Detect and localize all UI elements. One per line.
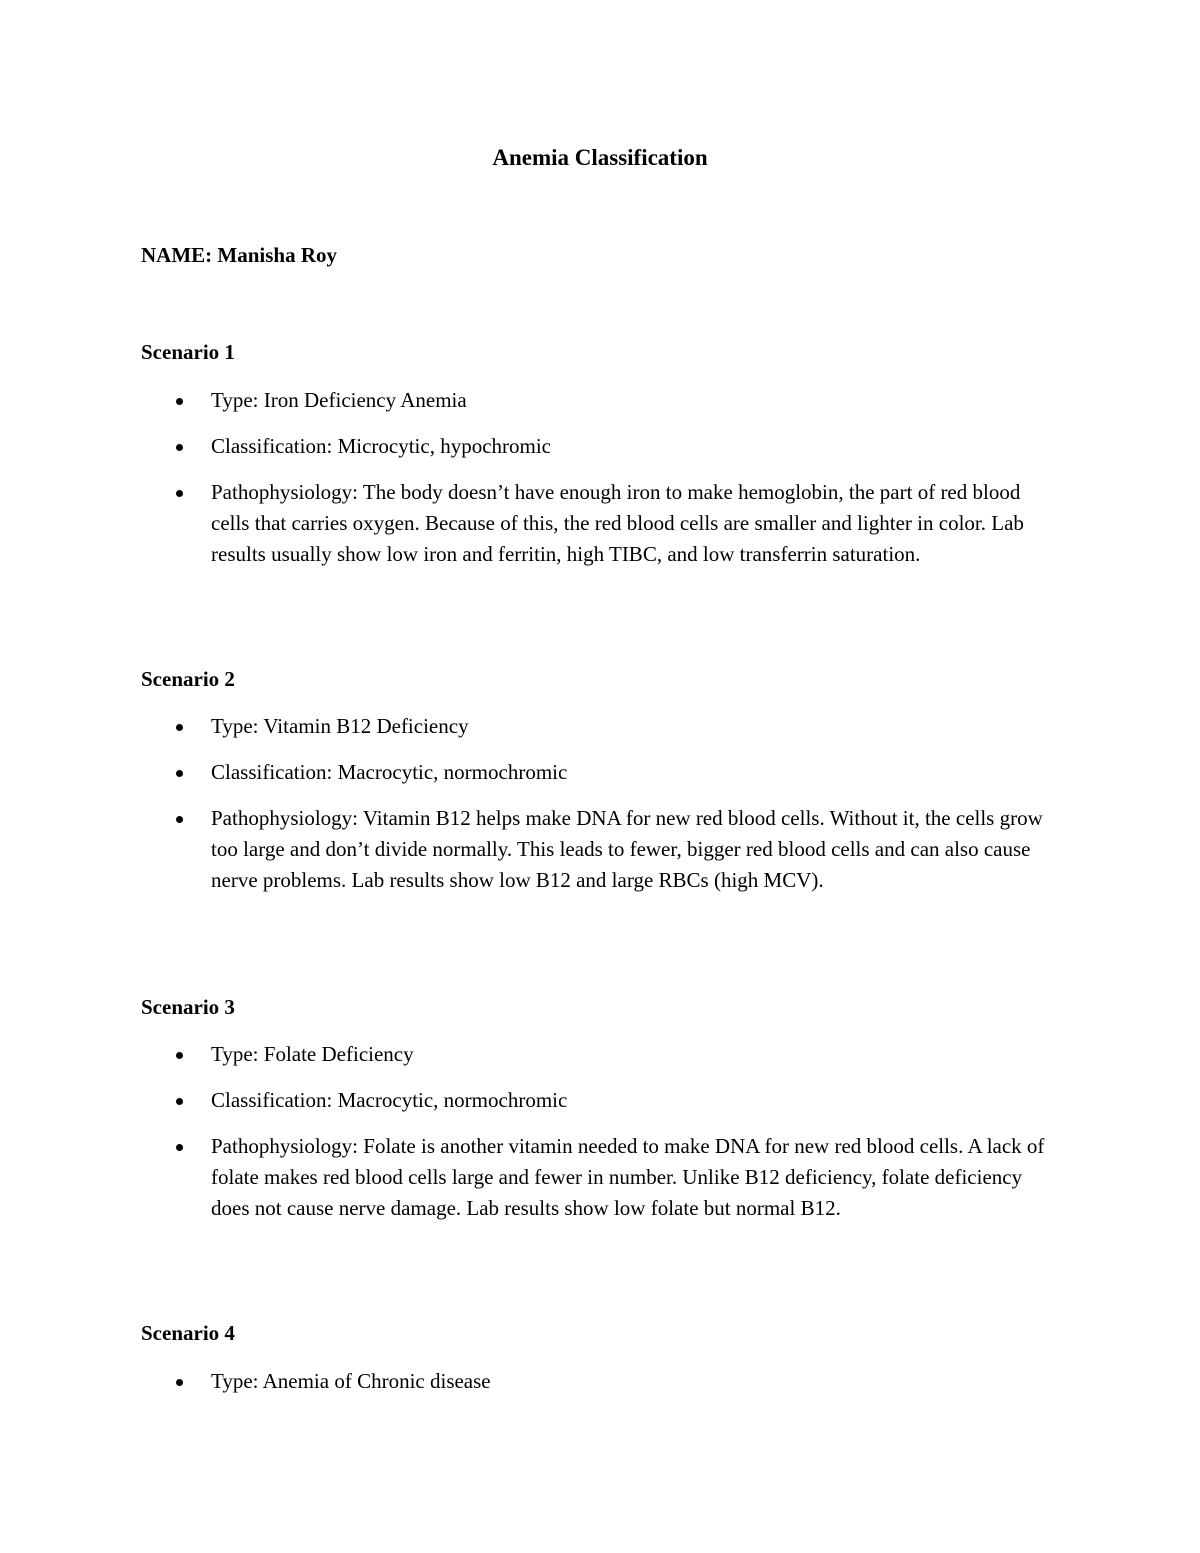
list-item-text: Pathophysiology: Folate is another vitamin needed to make DNA for new red blood cells. A lack of folate makes red blood cells large and fewer in number. Unlike B12 deficiency, folate deficiency does not cause nerve damage. Lab results show low folate but normal B12. — [211, 1134, 1045, 1220]
bullet-icon — [176, 444, 183, 451]
bullet-icon — [176, 398, 183, 405]
list-item — [0, 477, 1061, 570]
list-item-text: Classification: Macrocytic, normochromic — [211, 760, 568, 784]
list-item — [0, 1085, 1061, 1116]
bullet-icon — [176, 1052, 183, 1059]
list-item-text: Type: Iron Deficiency Anemia — [211, 388, 467, 412]
document-title: Anemia Classification — [492, 145, 708, 170]
bullet-icon — [176, 1098, 183, 1105]
scenario-3-list — [0, 1039, 1200, 1239]
list-item-text: Classification: Microcytic, hypochromic — [211, 434, 551, 458]
bullet-icon — [176, 770, 183, 777]
list-item-text: Type: Vitamin B12 Deficiency — [211, 714, 469, 738]
student-name: NAME: Manisha Roy — [141, 243, 338, 267]
scenario-1-list — [0, 385, 1200, 585]
list-item-text: Type: Anemia of Chronic disease — [211, 1369, 491, 1393]
bullet-icon — [176, 490, 183, 497]
bullet-icon — [176, 724, 183, 731]
list-item — [0, 711, 1061, 742]
list-item — [0, 757, 1061, 788]
scenario-2-list — [0, 711, 1200, 911]
scenario-2-heading: Scenario 2 — [141, 667, 235, 691]
bullet-icon — [176, 816, 183, 823]
list-item — [0, 385, 1061, 416]
scenario-4-list — [0, 1366, 1200, 1412]
scenario-4-heading: Scenario 4 — [141, 1321, 235, 1345]
scenario-3-heading: Scenario 3 — [141, 995, 235, 1019]
list-item — [0, 1366, 1061, 1397]
list-item — [0, 431, 1061, 462]
list-item — [0, 1131, 1061, 1224]
list-item-text: Pathophysiology: Vitamin B12 helps make DNA for new red blood cells. Without it, the cells grow too large and don’t divide normally. This leads to fewer, bigger red blood cells and can also cause nerve problems. Lab results show low B12 and large RBCs (high MCV). — [211, 806, 1043, 892]
list-item-text: Classification: Macrocytic, normochromic — [211, 1088, 568, 1112]
bullet-icon — [176, 1144, 183, 1151]
bullet-icon — [176, 1379, 183, 1386]
list-item-text: Pathophysiology: The body doesn’t have enough iron to make hemoglobin, the part of red blood cells that carries oxygen. Because of this, the red blood cells are smaller and lighter in color. Lab results usually show low iron and ferritin, high TIBC, and low transferrin saturation. — [211, 480, 1024, 566]
list-item-text: Type: Folate Deficiency — [211, 1042, 414, 1066]
list-item — [0, 1039, 1061, 1070]
list-item — [0, 803, 1061, 896]
scenario-1-heading: Scenario 1 — [141, 340, 235, 364]
